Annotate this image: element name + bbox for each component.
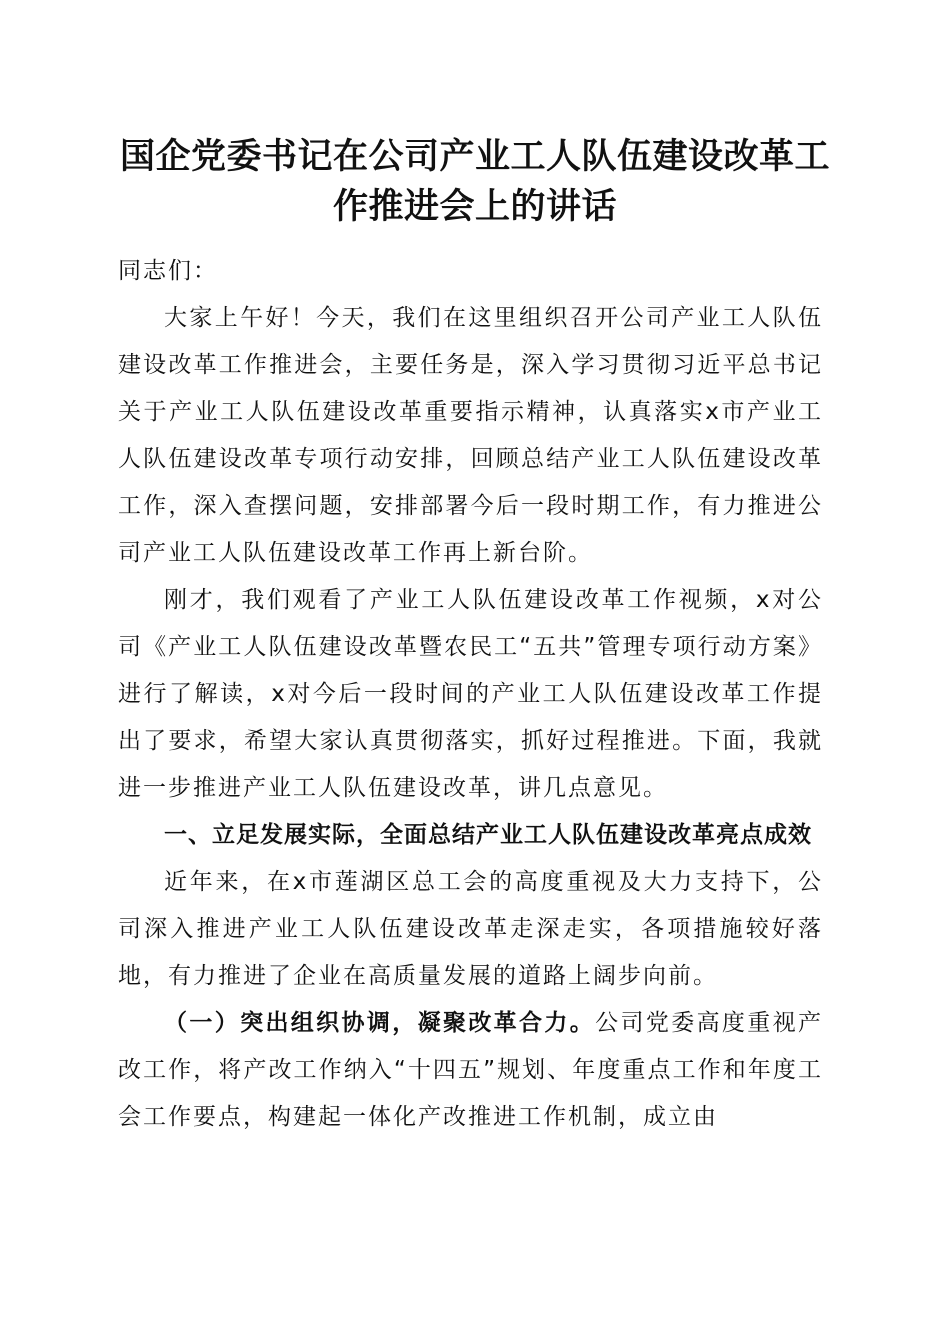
subsection-heading-1: （一）突出组织协调，凝聚改革合力。 [164,1010,596,1036]
salutation: 同志们： [118,258,218,284]
subsection-1-text: 公司党委高度重视产改工作，将产改工作纳入“十四五”规划、年度重点工作和年度工会工作要点，构建起一体化产改推进工作机制，成立由 [118,1010,824,1130]
paragraph-review: 刚才，我们观看了产业工人队伍建设改革工作视频，x对公司《产业工人队伍建设改革暨农民工“五共”管理专项行动方案》进行了解读，x对今后一段时间的产业工人队伍建设改革工作提出了要求，希望大家认真贯彻落实，抓好过程推进。下面，我就进一步推进产业工人队伍建设改革，讲几点意见。 [118,587,823,801]
title-line-1: 国企党委书记在公司产业工人队伍建设改革工 [119,136,830,177]
subsection-1-paragraph [118,1000,823,1141]
document-body [118,248,823,1141]
section-heading-1: 一、立足发展实际，全面总结产业工人队伍建设改革亮点成效 [164,822,812,848]
title-line-2: 作推进会上的讲话 [332,186,617,227]
paragraph-opening: 大家上午好！今天，我们在这里组织召开公司产业工人队伍建设改革工作推进会，主要任务是，深入学习贯彻习近平总书记关于产业工人队伍建设改革重要指示精神，认真落实x市产业工人队伍建设改革专项行动安排，回顾总结产业工人队伍建设改革工作，深入查摆问题，安排部署今后一段时期工作，有力推进公司产业工人队伍建设改革工作再上新台阶。 [118,305,823,566]
document-title [110,132,840,232]
section-1-intro: 近年来，在x市莲湖区总工会的高度重视及大力支持下，公司深入推进产业工人队伍建设改革走深走实，各项措施较好落地，有力推进了企业在高质量发展的道路上阔步向前。 [118,869,823,989]
